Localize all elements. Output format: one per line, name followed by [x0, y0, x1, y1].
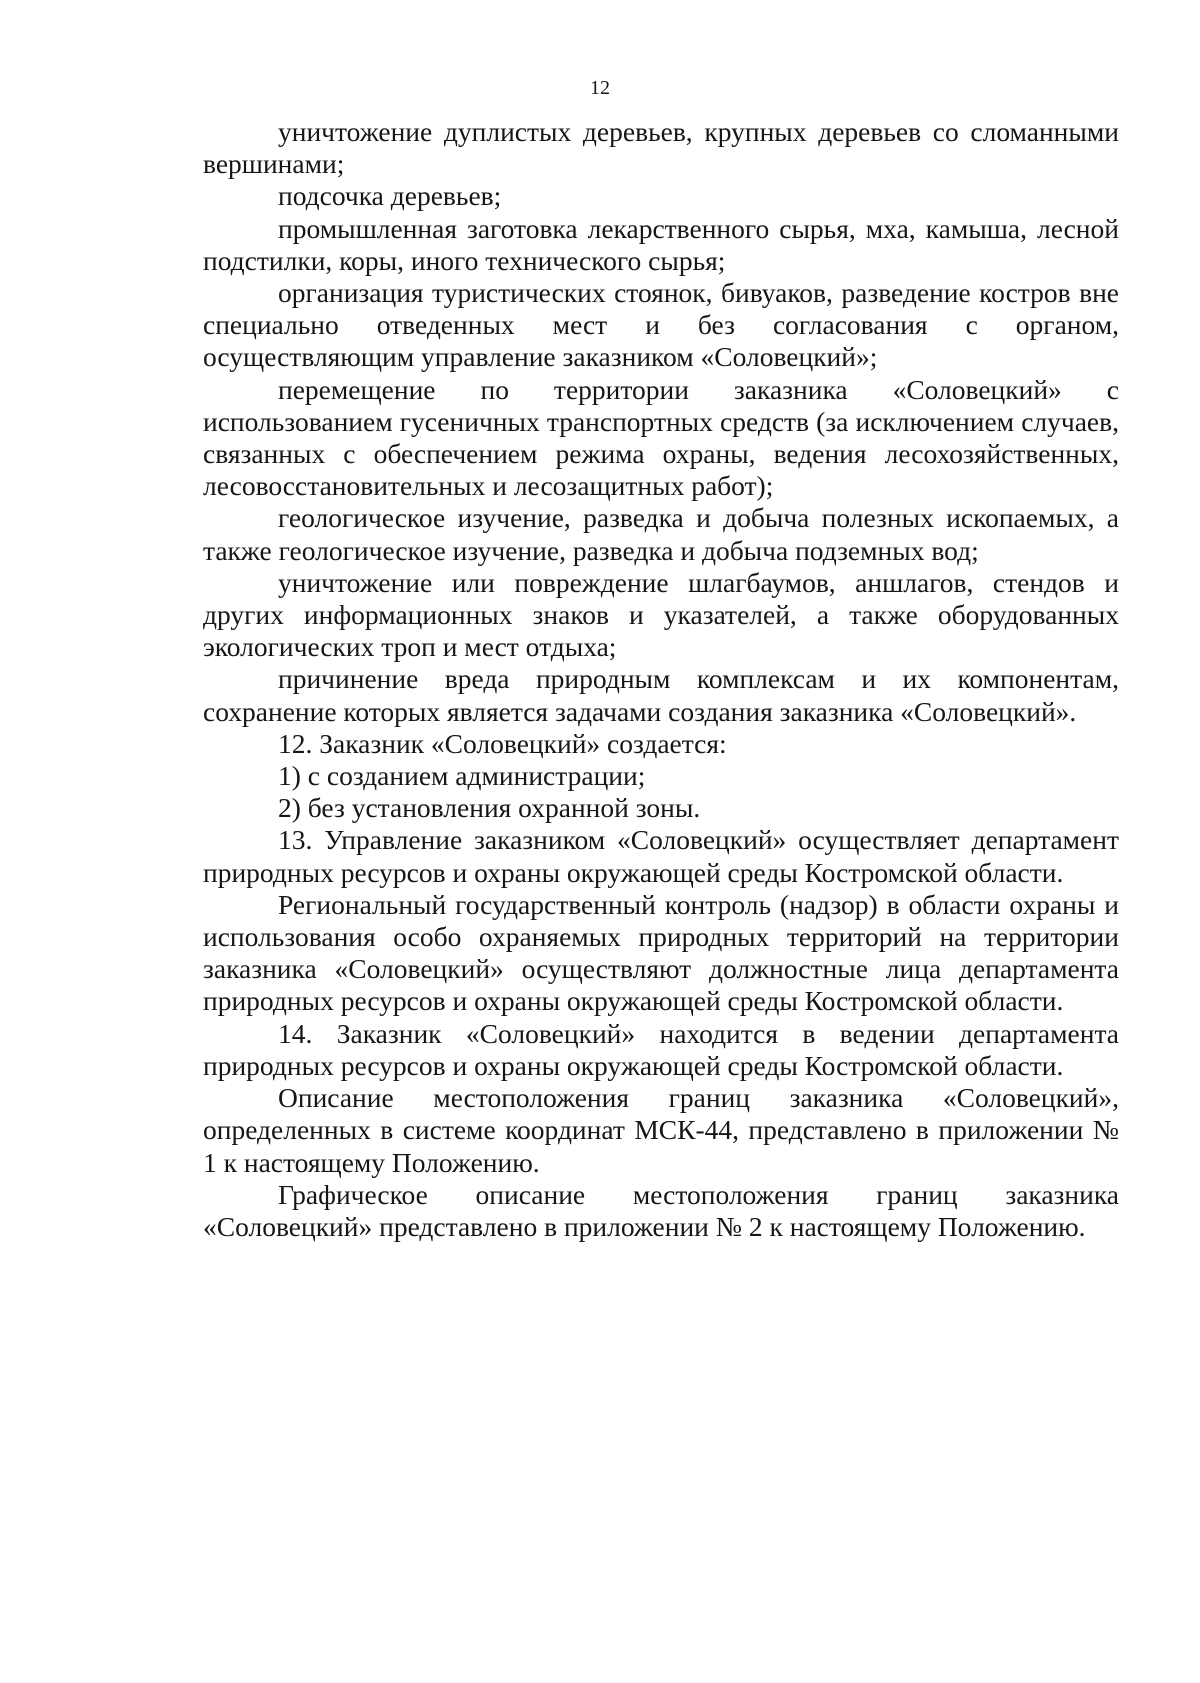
list-heading: 12. Заказник «Соловецкий» создается: — [278, 727, 727, 759]
paragraph: уничтожение или повреждение шлагбаумов, аншлагов, стендов и других информационных знаков и указателей, а также оборудованных экологических троп и мест отдыха; — [203, 566, 1119, 663]
paragraph: причинение вреда природным комплексам и их компонентам, сохранение которых является задачами создания заказника «Соловецкий». — [203, 663, 1119, 727]
paragraph: подсочка деревьев; — [278, 180, 502, 212]
paragraph: 13. Управление заказником «Соловецкий» осуществляет департамент природных ресурсов и охраны окружающей среды Костромской области. — [203, 824, 1119, 888]
paragraph: уничтожение дуплистых деревьев, крупных деревьев со сломанными вершинами; — [203, 116, 1119, 180]
paragraph: организация туристических стоянок, бивуаков, разведение костров вне специально отведенных мест и без согласования с органом, осуществляющим управление заказником «Соловецкий»; — [203, 277, 1119, 373]
paragraph: 14. Заказник «Соловецкий» находится в ведении департамента природных ресурсов и охраны окружающей среды Костромской области. — [203, 1017, 1119, 1081]
list-item: 2) без установления охранной зоны. — [278, 792, 701, 824]
paragraph: перемещение по территории заказника «Соловецкий» с использованием гусеничных транспортных средств (за исключением случаев, связанных с обеспечением режима охраны, ведения лесохозяйственных, лесовосстановительных и лесозащитных работ); — [203, 373, 1119, 502]
list-item: 1) с созданием администрации; — [278, 760, 646, 792]
paragraph: Региональный государственный контроль (надзор) в области охраны и использования особо охраняемых природных территорий на территории заказника «Соловецкий» осуществляют должностные лица департамента природных ресурсов и охраны окружающей среды Костромской области. — [203, 888, 1119, 1017]
paragraph: промышленная заготовка лекарственного сырья, мха, камыша, лесной подстилки, коры, иного технического сырья; — [203, 212, 1119, 276]
paragraph: Описание местоположения границ заказника «Соловецкий», определенных в системе координат МСК-44, представлено в приложении № 1 к настоящему Положению. — [203, 1082, 1119, 1178]
paragraph: геологическое изучение, разведка и добыча полезных ископаемых, а также геологическое изучение, разведка и добыча подземных вод; — [203, 502, 1119, 566]
paragraph: Графическое описание местоположения границ заказника «Соловецкий» представлено в приложении № 2 к настоящему Положению. — [203, 1178, 1119, 1242]
page-number: 12 — [590, 77, 610, 99]
document-body — [203, 116, 1119, 1243]
